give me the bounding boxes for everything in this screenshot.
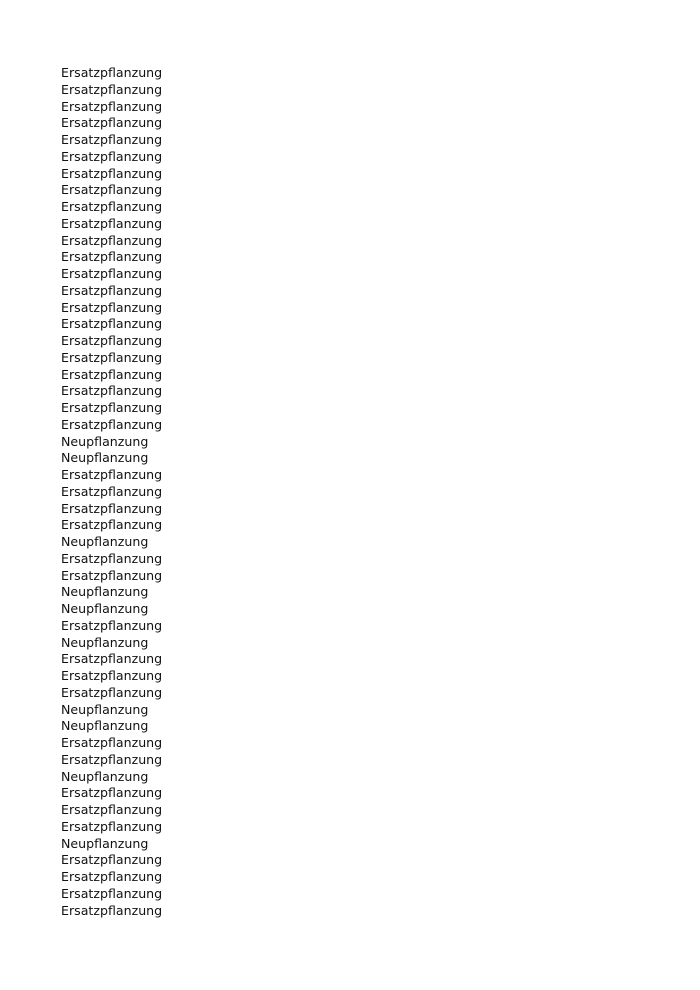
list-item: Ersatzpflanzung: [61, 115, 163, 131]
list-item: Ersatzpflanzung: [61, 802, 163, 817]
list-item: Ersatzpflanzung: [61, 483, 163, 499]
list-item: Neupflanzung: [61, 601, 149, 616]
list-item: Ersatzpflanzung: [61, 517, 163, 533]
list-item: Ersatzpflanzung: [61, 148, 163, 164]
list-item: Ersatzpflanzung: [61, 98, 163, 114]
list-item: Ersatzpflanzung: [61, 735, 163, 750]
list-item: Ersatzpflanzung: [61, 467, 163, 482]
list-item: Neupflanzung: [61, 433, 149, 449]
list-item: Ersatzpflanzung: [61, 366, 163, 382]
list-item: Ersatzpflanzung: [61, 550, 163, 566]
list-item: Ersatzpflanzung: [61, 617, 163, 633]
list-item: Neupflanzung: [61, 534, 149, 549]
list-item: Ersatzpflanzung: [61, 182, 163, 198]
list-item: Neupflanzung: [61, 718, 149, 734]
list-item: Ersatzpflanzung: [61, 81, 163, 97]
list-item: Ersatzpflanzung: [61, 684, 163, 700]
entry-list: [61, 65, 162, 919]
list-item: Neupflanzung: [61, 701, 149, 717]
list-item: Ersatzpflanzung: [61, 282, 163, 298]
list-item: Ersatzpflanzung: [61, 751, 163, 767]
list-item: Ersatzpflanzung: [61, 232, 163, 248]
list-item: Ersatzpflanzung: [61, 567, 163, 583]
list-item: Ersatzpflanzung: [61, 349, 163, 365]
list-item: Ersatzpflanzung: [61, 500, 163, 516]
list-item: Neupflanzung: [61, 584, 149, 600]
list-item: Ersatzpflanzung: [61, 65, 163, 80]
list-item: Ersatzpflanzung: [61, 668, 163, 683]
list-item: Neupflanzung: [61, 450, 149, 466]
list-item: Ersatzpflanzung: [61, 299, 163, 315]
list-item: Ersatzpflanzung: [61, 266, 163, 281]
list-item: Neupflanzung: [61, 835, 149, 851]
list-item: Ersatzpflanzung: [61, 215, 163, 231]
list-item: Ersatzpflanzung: [61, 416, 163, 432]
list-item: Ersatzpflanzung: [61, 199, 163, 214]
list-item: Ersatzpflanzung: [61, 818, 163, 834]
list-item: Ersatzpflanzung: [61, 132, 163, 147]
list-item: Ersatzpflanzung: [61, 333, 163, 348]
list-item: Ersatzpflanzung: [61, 902, 163, 918]
list-item: Ersatzpflanzung: [61, 651, 163, 667]
list-item: Ersatzpflanzung: [61, 316, 163, 332]
list-item: Ersatzpflanzung: [61, 165, 163, 181]
list-item: Ersatzpflanzung: [61, 869, 163, 884]
list-item: Ersatzpflanzung: [61, 785, 163, 801]
list-item: Ersatzpflanzung: [61, 383, 163, 399]
list-item: Neupflanzung: [61, 768, 149, 784]
list-item: Ersatzpflanzung: [61, 885, 163, 901]
list-item: Ersatzpflanzung: [61, 852, 163, 868]
list-item: Ersatzpflanzung: [61, 249, 163, 265]
list-item: Ersatzpflanzung: [61, 400, 163, 415]
list-item: Neupflanzung: [61, 634, 149, 650]
